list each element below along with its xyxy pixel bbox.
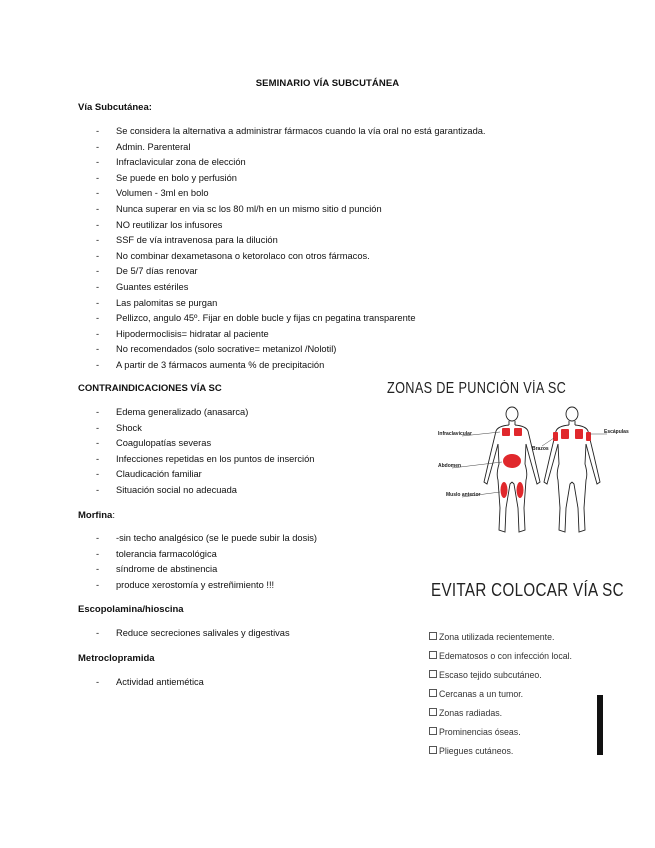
heading-metroclopramida: Metroclopramida [78,653,155,664]
evitar-item: Escaso tejido subcutáneo. [429,666,572,685]
evitar-item: Prominencias óseas. [429,723,572,742]
list-item: - Claudicación familiar [78,467,314,483]
checkbox-icon [429,746,437,754]
back-body [544,407,600,532]
list-item: - Volumen - 3ml en bolo [78,186,486,202]
zonas-puncion-title: ZONAS DE PUNCIÓN VÍA SC [387,380,567,397]
list-item: - Infraclavicular zona de elección [78,155,486,171]
list-item: - Pellizco, angulo 45º. Fijar en doble bucle y fijas cn pegatina transparente [78,311,486,327]
list-item: - Actividad antiemética [78,675,204,691]
list-item: - Nunca superar en via sc los 80 ml/h en un mismo sitio d punción [78,202,486,218]
heading-morfina [78,510,115,521]
checkbox-icon [429,670,437,678]
list-item: - -sin techo analgésico (se le puede subir la dosis) [78,531,317,547]
checkbox-icon [429,632,437,640]
heading-via-subcutanea: Vía Subcutánea: [78,102,152,113]
evitar-item: Zona utilizada recientemente. [429,628,572,647]
front-puncture-zones [501,428,524,498]
checkbox-icon [429,651,437,659]
list-item: - Reduce secreciones salivales y digestivas [78,626,290,642]
label-brazos: Brazos [532,446,549,452]
list-item: - De 5/7 días renovar [78,264,486,280]
list-item: - Hipodermoclisis= hidratar al paciente [78,327,486,343]
evitar-item: Edematosos o con infección local. [429,647,572,666]
label-escapulas: Escápulas [604,429,629,435]
list-via-subcutanea [78,124,486,374]
list-item: - Guantes estériles [78,280,486,296]
list-contraindicaciones [78,405,314,499]
list-item: - tolerancia farmacológica [78,547,317,563]
checkbox-icon [429,689,437,697]
checkbox-icon [429,727,437,735]
list-item: - Admin. Parenteral [78,140,486,156]
label-muslo-anterior: Muslo anterior [446,492,481,498]
list-item: - Infecciones repetidas en los puntos de inserción [78,452,314,468]
evitar-item: Pliegues cutáneos. [429,742,572,761]
list-item: - Edema generalizado (anasarca) [78,405,314,421]
heading-morfina-colon: : [112,510,115,521]
list-item: - Las palomitas se purgan [78,296,486,312]
label-leaders [452,432,607,497]
body-diagram [432,404,632,539]
front-body [484,407,540,532]
checkbox-icon [429,708,437,716]
body-silhouettes [432,404,632,539]
list-item: - produce xerostomía y estreñimiento !!! [78,578,317,594]
page-title: SEMINARIO VÍA SUBCUTÁNEA [255,78,400,89]
list-escopolamina [78,626,290,642]
back-puncture-zones [553,429,591,441]
heading-morfina-text: Morfina [78,510,113,521]
list-metroclopramida [78,675,204,691]
list-item: - síndrome de abstinencia [78,562,317,578]
list-item: - Shock [78,421,314,437]
list-item: - SSF de vía intravenosa para la dilución [78,233,486,249]
evitar-item: Zonas radiadas. [429,704,572,723]
evitar-item: Cercanas a un tumor. [429,685,572,704]
evitar-title: EVITAR COLOCAR VÍA SC [431,579,624,600]
heading-escopolamina: Escopolamina/hioscina [78,604,184,615]
list-item: - Se puede en bolo y perfusión [78,171,486,187]
list-item: - A partir de 3 fármacos aumenta % de precipitación [78,358,486,374]
label-abdomen: Abdomen [438,463,462,469]
list-item: - Situación social no adecuada [78,483,314,499]
black-bar-decoration [597,695,603,755]
list-item: - No recomendados (solo socrative= metanizol /Nolotil) [78,342,486,358]
list-item: - NO reutilizar los infusores [78,218,486,234]
list-item: - Se considera la alternativa a administrar fármacos cuando la vía oral no está garantizada. [78,124,486,140]
list-morfina [78,531,317,593]
list-item: - Coagulopatías severas [78,436,314,452]
heading-contraindicaciones: CONTRAINDICACIONES VÍA SC [78,383,222,394]
label-infraclavicular: Infraclavicular [438,431,472,437]
list-item: - No combinar dexametasona o ketorolaco con otros fármacos. [78,249,486,265]
evitar-list [429,628,572,761]
